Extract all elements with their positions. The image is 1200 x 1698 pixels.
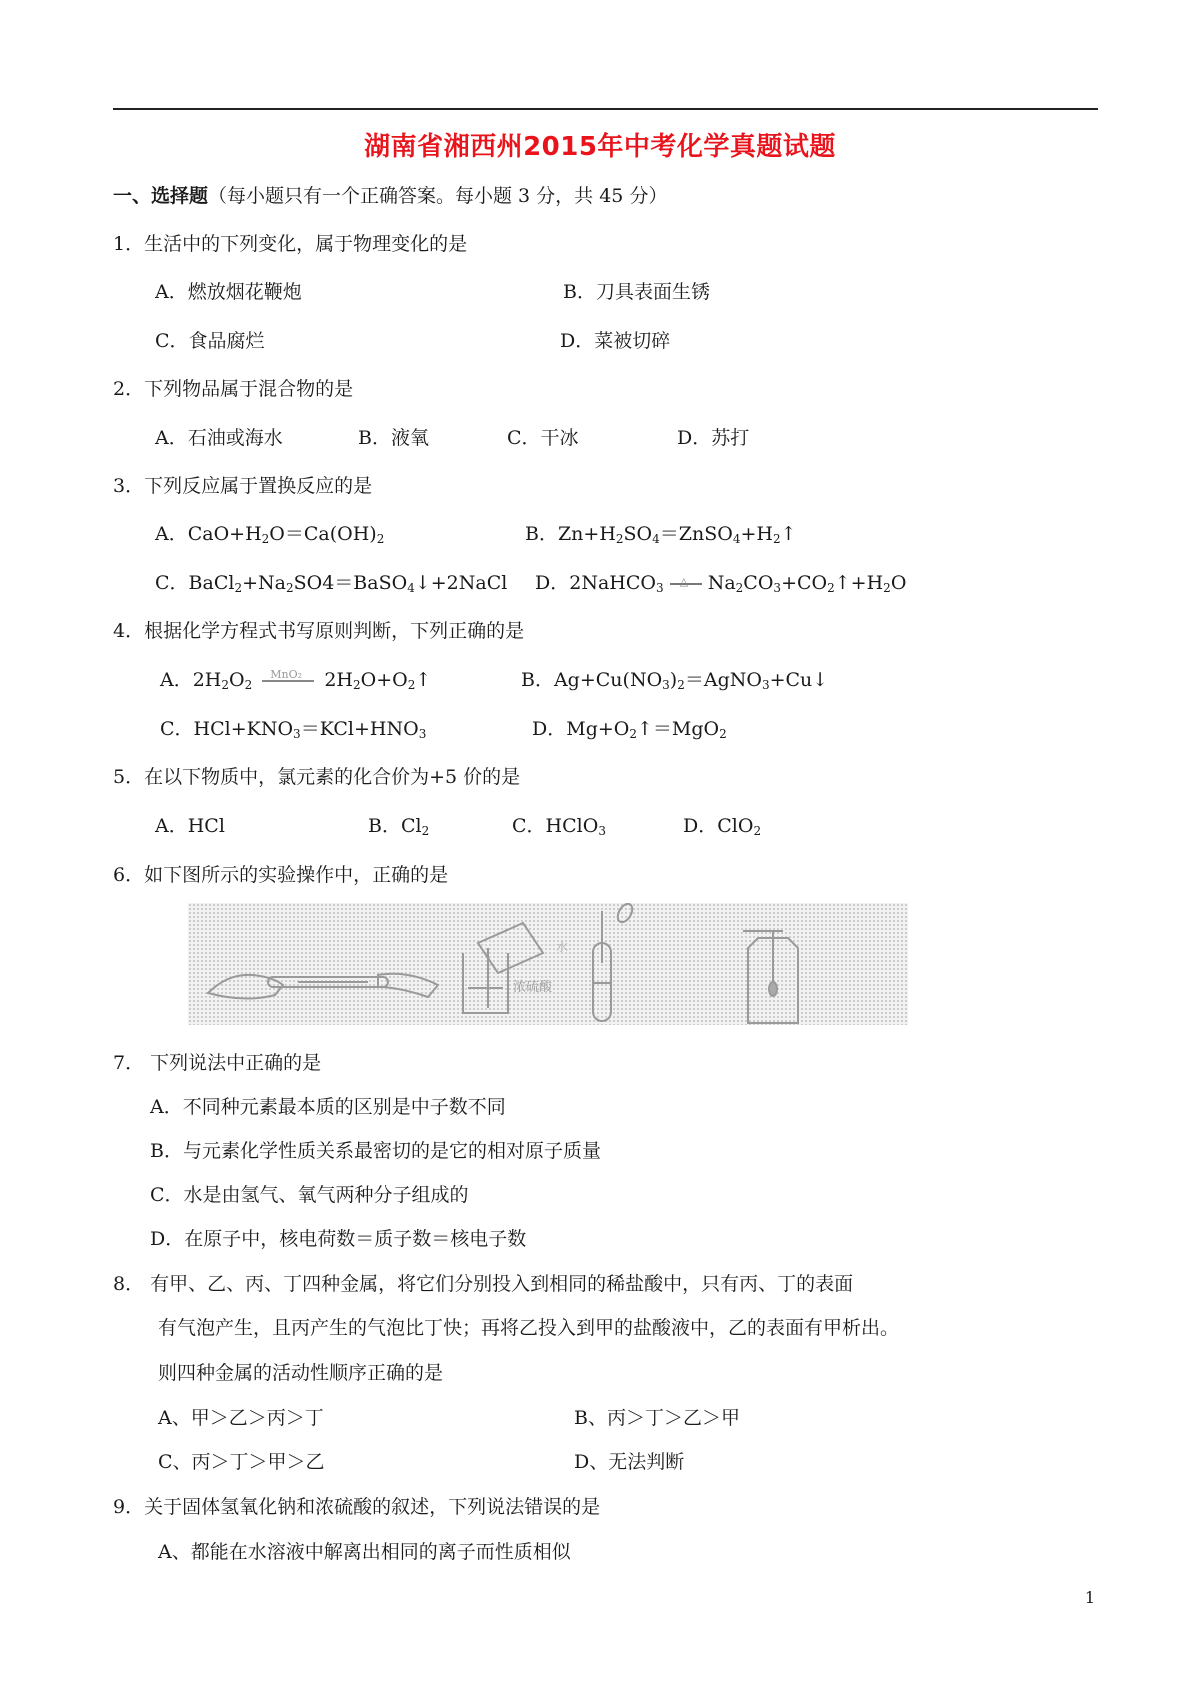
q2-option-a: A．石油或海水 — [155, 427, 283, 449]
q8-option-c: C、丙＞丁＞甲＞乙 — [158, 1451, 325, 1473]
q1-stem: 1．生活中的下列变化，属于物理变化的是 — [113, 233, 468, 255]
section-heading-line — [113, 184, 667, 208]
q7-option-c: C．水是由氢气、氧气两种分子组成的 — [150, 1184, 469, 1206]
beaker-dilution-icon — [463, 923, 568, 1013]
q9-stem: 9．关于固体氢氧化钠和浓硫酸的叙述，下列说法错误的是 — [113, 1496, 601, 1518]
q7-stem: 7． 下列说法中正确的是 — [113, 1052, 322, 1074]
q4-option-d: D．$Mg+O_2↑=MgO_2$ — [532, 718, 727, 741]
q1-option-d: D．菜被切碎 — [560, 330, 671, 352]
experiment-figure — [188, 903, 908, 1025]
q6-stem: 6．如下图所示的实验操作中，正确的是 — [113, 864, 449, 886]
q3-option-c: C．$BaCl_2+Na_2SO4=BaSO_4↓+2NaCl$ — [155, 572, 508, 595]
q4-option-b: B．$Ag+Cu(NO_3)_2=AgNO_3+Cu↓$ — [521, 669, 829, 692]
q8-option-b: B、丙＞丁＞乙＞甲 — [574, 1407, 740, 1429]
q2-stem: 2．下列物品属于混合物的是 — [113, 378, 354, 400]
q2-option-c: C．干冰 — [507, 427, 579, 449]
q5-stem: 5．在以下物质中，氯元素的化合价为+5 价的是 — [113, 766, 521, 788]
q3-option-d: D．2NaHCO$_3$ △ $Na_2CO_3+CO_2↑+H_2O$ — [535, 572, 907, 595]
q9-option-a: A、都能在水溶液中解离出相同的离子而性质相似 — [158, 1541, 571, 1563]
q4-option-a: A．$2H_2O_2$ MnO₂ $2H_2O+O_2↑$ — [160, 668, 431, 697]
svg-text:水: 水 — [556, 940, 569, 954]
q5-option-b: B．$Cl_2$ — [368, 815, 430, 838]
page-title: 湖南省湘西州2015年中考化学真题试题 — [364, 132, 836, 162]
q7-option-d: D．在原子中，核电荷数＝质子数＝核电子数 — [150, 1228, 527, 1250]
q3-option-a: A．$CaO+H_2O=Ca(OH)_2$ — [155, 523, 385, 546]
section-note: （每小题只有一个正确答案。每小题 3 分，共 45 分） — [208, 185, 668, 207]
header-rule — [113, 108, 1098, 110]
catalyst-label: MnO₂ — [270, 668, 303, 681]
q1-option-c: C．食品腐烂 — [155, 330, 265, 352]
q1-option-a: A．燃放烟花鞭炮 — [155, 281, 302, 303]
q3-option-b: B．$Zn+H_2SO_4=ZnSO_4+H_2↑$ — [525, 523, 797, 546]
gas-bottle-icon — [743, 931, 798, 1023]
q1-option-b: B．刀具表面生锈 — [563, 281, 710, 303]
q5-option-a: A．HCl — [155, 815, 225, 837]
page-number: 1 — [1084, 1588, 1095, 1607]
q7-option-b: B．与元素化学性质关系最密切的是它的相对原子质量 — [150, 1140, 601, 1162]
q4-stem: 4．根据化学方程式书写原则判断，下列正确的是 — [113, 620, 525, 642]
q7-option-a: A．不同种元素最本质的区别是中子数不同 — [150, 1096, 506, 1118]
q2-option-d: D．苏打 — [677, 427, 750, 449]
catalyst-condition-mark — [262, 668, 314, 682]
heat-condition-mark: △ — [670, 583, 702, 585]
q8-stem-line2: 有气泡产生，且丙产生的气泡比丁快；再将乙投入到甲的盐酸液中，乙的表面有甲析出。 — [158, 1317, 900, 1339]
figure-label: 浓硫酸 — [513, 980, 553, 995]
q8-stem-line3: 则四种金属的活动性顺序正确的是 — [158, 1362, 444, 1384]
hand-test-tube-icon — [208, 974, 438, 999]
q5-option-c: C．HClO$_3$ — [512, 815, 606, 838]
dropper-test-tube-icon — [593, 903, 635, 1021]
section-heading: 一、选择题 — [113, 185, 209, 207]
q8-option-a: A、甲＞乙＞丙＞丁 — [158, 1407, 324, 1429]
q4-option-c: C．$HCl+KNO_3=KCl+HNO_3$ — [160, 718, 427, 741]
q3-stem: 3．下列反应属于置换反应的是 — [113, 475, 373, 497]
q5-option-d: D．ClO$_2$ — [683, 815, 762, 838]
q2-option-b: B．液氧 — [358, 427, 429, 449]
q8-option-d: D、无法判断 — [574, 1451, 685, 1473]
q8-stem-line1: 8． 有甲、乙、丙、丁四种金属，将它们分别投入到相同的稀盐酸中，只有丙、丁的表面 — [113, 1273, 854, 1295]
